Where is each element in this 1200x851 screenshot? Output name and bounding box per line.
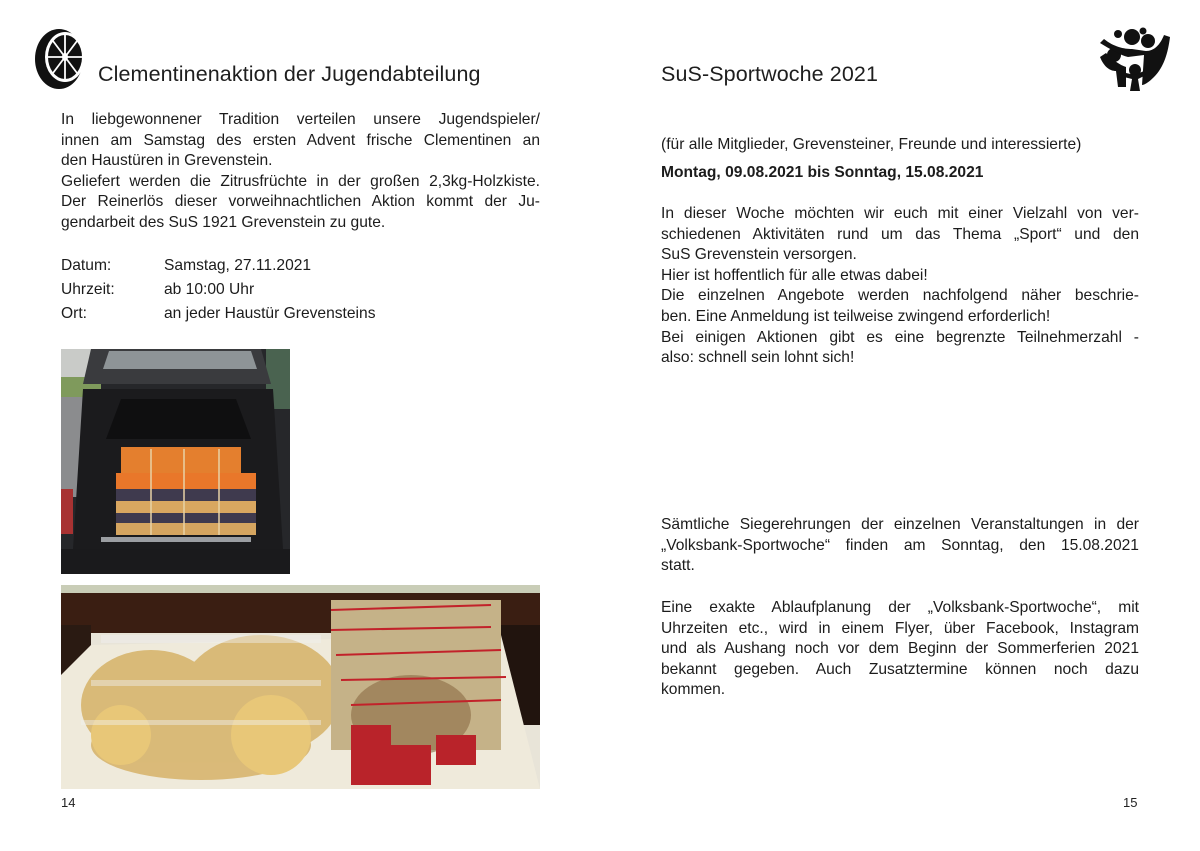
text-line: Der Reinerlös dieser vorweihnachtlichen Aktion kommt der Ju-	[61, 193, 540, 211]
family-group-icon	[1098, 27, 1172, 91]
intro-paragraph	[61, 110, 540, 234]
detail-value: an jeder Haustür Grevensteins	[164, 305, 376, 322]
text-line: Eine exakte Ablaufplanung der „Volksbank-Sportwoche“, mit	[661, 599, 1139, 616]
date-range-text: Montag, 09.08.2021 bis Sonntag, 15.08.2021	[661, 164, 984, 181]
text-line: SuS Grevenstein versorgen.	[661, 246, 857, 264]
detail-value: ab 10:00 Uhr	[164, 281, 255, 298]
detail-label: Datum:	[61, 257, 112, 274]
text-line: Hier ist hoffentlich für alle etwas dabei!	[661, 266, 928, 284]
text-line: In liebgewonnener Tradition verteilen unsere Jugendspieler/	[61, 111, 540, 128]
intro-paragraph-sportwoche	[661, 204, 1139, 369]
text-line: und als Aushang noch vor dem Beginn der Sommerferien 2021	[661, 640, 1139, 658]
text-line: kommen.	[661, 681, 726, 699]
date-range	[661, 163, 983, 184]
text-line: den Haustüren in Grevenstein.	[61, 152, 273, 170]
text-line: bekannt gegeben. Auch Zusatztermine können noch dazu	[661, 660, 1139, 678]
text-line: Die einzelnen Angebote werden nachfolgend näher beschrie-	[661, 287, 1139, 305]
text-line: schiedenen Aktivitäten rund um das Thema „Sport“ und den	[661, 225, 1139, 243]
bags-of-cookies-on-table-photo	[61, 585, 540, 789]
text-line: Geliefert werden die Zitrusfrüchte in der großen 2,3kg-Holzkiste.	[61, 172, 540, 190]
right-page-title: SuS-Sportwoche 2021	[661, 62, 879, 86]
text-line: also: schnell sein lohnt sich!	[661, 349, 855, 367]
page-number-right: 15	[1123, 795, 1138, 810]
clementine-slice-icon	[34, 28, 88, 90]
text-line: ben. Eine Anmeldung ist teilweise zwingend erforderlich!	[661, 307, 1051, 325]
text-line: gendarbeit des SuS 1921 Grevenstein zu gute.	[61, 213, 386, 231]
text-line: statt.	[661, 557, 695, 575]
detail-label: Ort:	[61, 305, 87, 322]
text-line: Uhrzeiten etc., wird in einem Flyer, über Facebook, Instagram	[661, 619, 1139, 637]
detail-value: Samstag, 27.11.2021	[164, 257, 312, 274]
left-page-title: Clementinenaktion der Jugendabteilung	[98, 62, 481, 86]
page-number-left: 14	[61, 795, 76, 810]
detail-label: Uhrzeit:	[61, 281, 115, 298]
schedule-paragraph	[661, 598, 1139, 701]
text-line: „Volksbank-Sportwoche“ finden am Sonntag, den 15.08.2021	[661, 536, 1139, 554]
car-trunk-with-clementine-crates-photo	[61, 349, 290, 574]
text-line: innen am Samstag des ersten Advent frische Clementinen an	[61, 131, 540, 149]
text-line: In dieser Woche möchten wir euch mit einer Vielzahl von ver-	[661, 205, 1139, 222]
text-line: Sämtliche Siegerehrungen der einzelnen Veranstaltungen in der	[661, 516, 1139, 533]
audience-text	[661, 135, 1121, 156]
audience-line: (für alle Mitglieder, Grevensteiner, Freunde und interessierte)	[661, 136, 1082, 153]
awards-paragraph	[661, 515, 1139, 577]
text-line: Bei einigen Aktionen gibt es eine begrenzte Teilnehmerzahl -	[661, 328, 1139, 346]
